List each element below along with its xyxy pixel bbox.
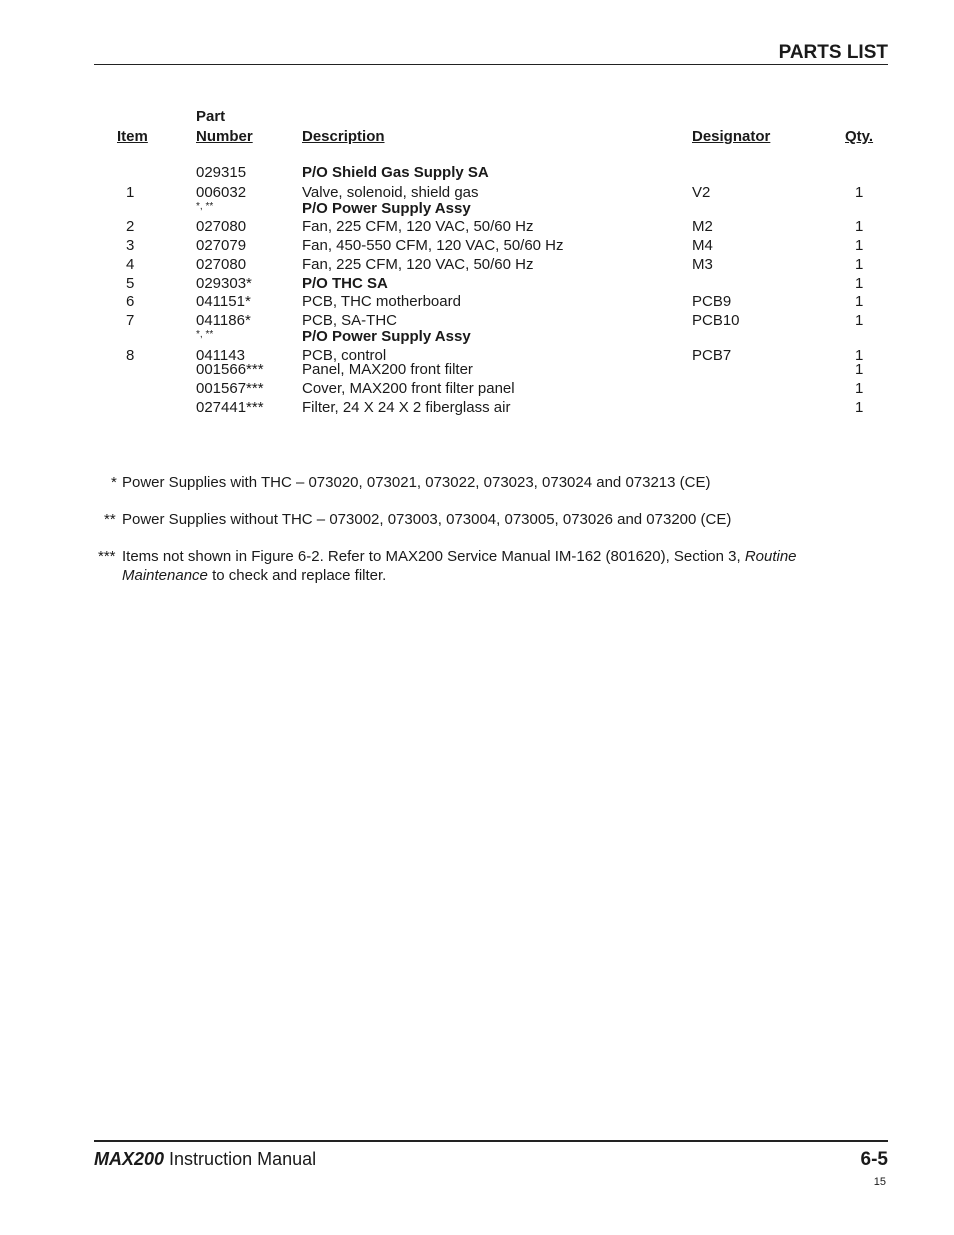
row-part-footnote-mark: *, ** [196, 329, 214, 340]
row-item: 6 [126, 293, 135, 310]
row-description: Filter, 24 X 24 X 2 fiberglass air [302, 399, 511, 416]
row-description: P/O THC SA [302, 275, 388, 292]
row-description: Fan, 225 CFM, 120 VAC, 50/60 Hz [302, 218, 534, 235]
footnote-3-italic-2: Maintenance [122, 567, 208, 584]
row-description: PCB, SA-THC [302, 312, 398, 329]
row-qty: 1 [855, 275, 864, 292]
row-item: 7 [126, 312, 135, 329]
row-item: 1 [126, 184, 135, 201]
row-description: PCB, control [302, 347, 387, 364]
section-title: PARTS LIST [778, 42, 888, 63]
row-part: 041143 [196, 347, 245, 364]
row-part-footnote-mark: *, ** [196, 201, 214, 212]
row-part: 001567*** [196, 380, 264, 397]
row-item: 8 [126, 347, 135, 364]
footer-manual: Instruction Manual [169, 1149, 317, 1169]
footer-brand: MAX200 [94, 1149, 165, 1169]
row-part: 029303* [196, 275, 252, 292]
row-part: 041186* [196, 312, 251, 329]
row-description: Fan, 450-550 CFM, 120 VAC, 50/60 Hz [302, 237, 564, 254]
row-item: 4 [126, 256, 135, 273]
row-description: Panel, MAX200 front filter [302, 361, 473, 378]
footnote-3-italic: Routine [744, 548, 797, 565]
row-part: 029315 [196, 164, 247, 181]
row-qty: 1 [855, 361, 864, 378]
row-qty: 1 [855, 256, 864, 273]
row-qty: 1 [855, 347, 864, 364]
footnote-1-text: Power Supplies with THC – 073020, 073021, 073022, 073023, 073024 and 073213 (CE) [122, 474, 711, 491]
row-part: 006032 [196, 184, 247, 201]
row-qty: 1 [855, 237, 864, 254]
footnote-3-mark: *** [98, 548, 116, 565]
row-designator: V2 [692, 184, 711, 201]
row-qty: 1 [855, 293, 864, 310]
footnote-3-line-1 [122, 548, 797, 565]
footnote-3-text: Items not shown in Figure 6-2. Refer to MAX200 Service Manual IM-162 (801620), Section 3, [122, 548, 741, 565]
row-qty: 1 [855, 218, 864, 235]
row-description: Cover, MAX200 front filter panel [302, 380, 515, 397]
header-designator: Designator [692, 128, 771, 145]
row-part: 027080 [196, 218, 247, 235]
row-designator: PCB10 [692, 312, 740, 329]
header-qty: Qty. [845, 128, 874, 145]
row-description: Fan, 225 CFM, 120 VAC, 50/60 Hz [302, 256, 534, 273]
row-description: P/O Power Supply Assy [302, 328, 471, 345]
row-designator: M3 [692, 256, 713, 273]
footnote-3-text-2: to check and replace filter. [212, 567, 387, 584]
row-item: 3 [126, 237, 135, 254]
header-part-line1: Part [196, 108, 226, 125]
footnote-1-mark: * [111, 474, 117, 491]
row-qty: 1 [855, 184, 864, 201]
row-description: PCB, THC motherboard [302, 293, 461, 310]
header-item: Item [117, 128, 148, 145]
row-qty: 1 [855, 380, 864, 397]
footnote-3-line-2 [122, 567, 386, 584]
footer-title [94, 1149, 316, 1170]
row-designator: PCB9 [692, 293, 732, 310]
row-designator: M2 [692, 218, 713, 235]
row-part: 027079 [196, 237, 247, 254]
row-designator: M4 [692, 237, 713, 254]
row-designator: PCB7 [692, 347, 732, 364]
row-qty: 1 [855, 399, 864, 416]
header-description: Description [302, 128, 385, 145]
row-qty: 1 [855, 312, 864, 329]
row-description: Valve, solenoid, shield gas [302, 184, 479, 201]
footer-page-label: 6-5 [860, 1149, 888, 1170]
footer-page-number: 15 [873, 1176, 886, 1188]
row-item: 2 [126, 218, 135, 235]
footnote-2-mark: ** [104, 511, 116, 528]
footnote-2-text: Power Supplies without THC – 073002, 073003, 073004, 073005, 073026 and 073200 (CE) [122, 511, 732, 528]
row-part: 027441*** [196, 399, 264, 416]
row-item: 5 [126, 275, 135, 292]
header-part-number: Number [196, 128, 253, 145]
row-description: P/O Power Supply Assy [302, 200, 471, 217]
row-part: 041151* [196, 293, 251, 310]
header-divider [94, 64, 888, 65]
row-description: P/O Shield Gas Supply SA [302, 164, 489, 181]
row-part: 027080 [196, 256, 247, 273]
row-part: 001566*** [196, 361, 264, 378]
footer-divider [94, 1140, 888, 1142]
